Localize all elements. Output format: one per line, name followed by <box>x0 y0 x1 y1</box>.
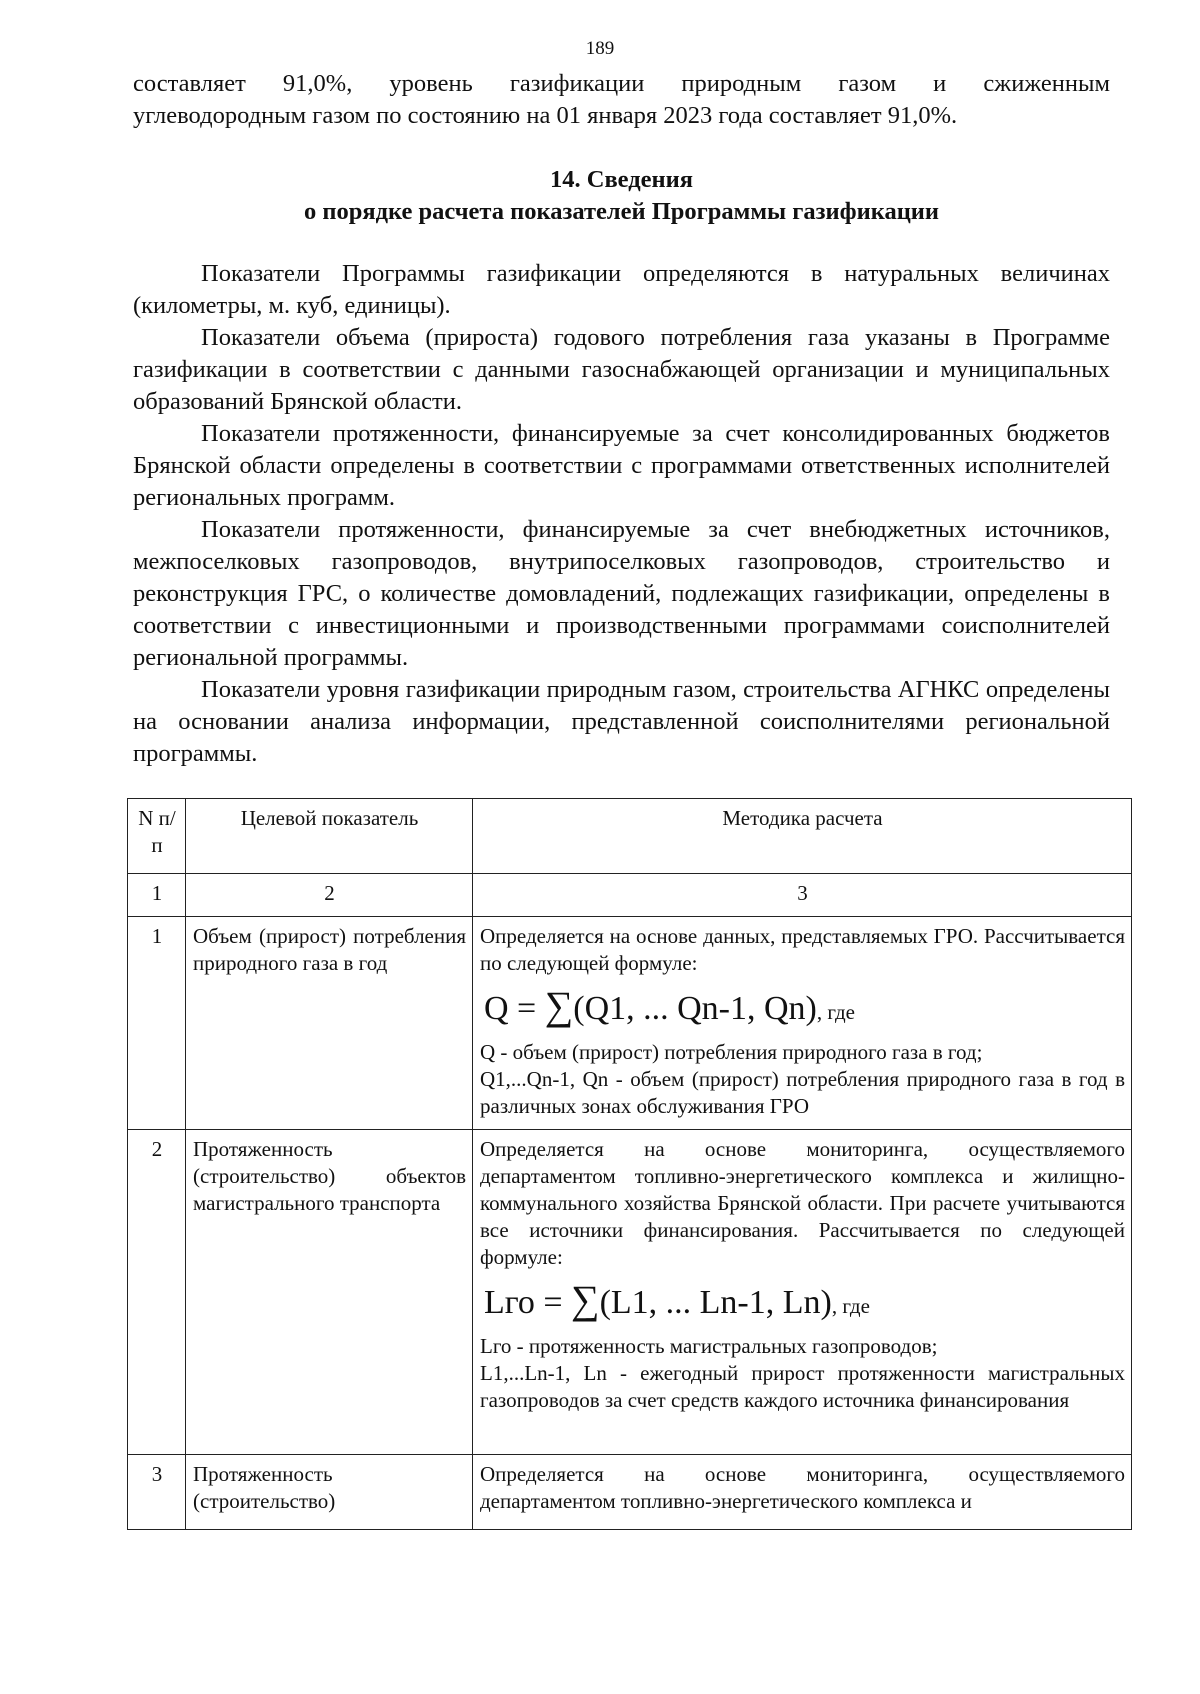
row-number: 3 <box>128 1455 186 1530</box>
section-heading <box>133 164 1110 228</box>
formula-lhs: Q = <box>484 990 545 1027</box>
header-indicator: Целевой показатель <box>186 799 473 874</box>
sum-symbol: ∑ <box>571 1277 600 1322</box>
section-heading-line-1: 14. Сведения <box>550 166 693 193</box>
definition: Q - объем (прирост) потребления природного газа в год; <box>480 1040 983 1064</box>
page-number: 189 <box>585 38 615 59</box>
column-number: 2 <box>186 874 473 917</box>
paragraph: Показатели протяженности, финансируемые за счет консолидированных бюджетов Брянской области определены в соответствии с программами ответственных исполнителей региональных программ. <box>133 420 1110 511</box>
definition: L1,...Ln-1, Ln - ежегодный прирост протяженности магистральных газопроводов за счет средств каждого источника финансирования <box>480 1361 1125 1412</box>
row-indicator: Протяженность (строительство) объектов магистрального транспорта <box>186 1130 473 1455</box>
header-number: N п/п <box>128 799 186 874</box>
intro-line-1: составляет 91,0%, уровень газификации природным газом и сжиженным <box>133 70 1110 97</box>
calculation-method-table <box>127 798 1132 1530</box>
formula-args: (Q1, ... Qn-1, Qn) <box>573 990 817 1027</box>
table-row <box>128 1130 1132 1455</box>
paragraph: Показатели уровня газификации природным газом, строительства АГНКС определены на основании анализа информации, представленной соисполнителями региональной программы. <box>133 676 1110 767</box>
table-row <box>128 917 1132 1130</box>
header-method: Методика расчета <box>473 799 1132 874</box>
paragraph: Показатели Программы газификации определяются в натуральных величинах (километры, м. куб, единицы). <box>133 260 1110 319</box>
row-indicator: Протяженность (строительство) <box>186 1455 473 1530</box>
method-text: Определяется на основе данных, представляемых ГРО. Рассчитывается по следующей формуле: <box>480 924 1125 975</box>
row-method <box>473 1130 1132 1455</box>
table-row <box>128 1455 1132 1530</box>
definition: Q1,...Qn-1, Qn - объем (прирост) потребления природного газа в год в различных зонах обслуживания ГРО <box>480 1067 1125 1118</box>
table-header-row <box>128 799 1132 874</box>
row-method <box>473 917 1132 1130</box>
formula-args: (L1, ... Ln-1, Ln) <box>599 1284 832 1321</box>
definition: Lго - протяженность магистральных газопроводов; <box>480 1334 938 1358</box>
paragraph: Показатели протяженности, финансируемые за счет внебюджетных источников, межпоселковых газопроводов, внутрипоселковых газопроводов, строительство и реконструкция ГРС, о количестве домовладений, подлежащих газификации, определены в соответствии с инвестиционными и производственными программами соисполнителей региональной программы. <box>133 516 1110 671</box>
paragraph: Показатели объема (прироста) годового потребления газа указаны в Программе газификации в соответствии с данными газоснабжающей организации и муниципальных образований Брянской области. <box>133 324 1110 415</box>
intro-line-2: углеводородным газом по состоянию на 01 января 2023 года составляет 91,0%. <box>133 102 958 129</box>
column-number-row <box>128 874 1132 917</box>
row-method: Определяется на основе мониторинга, осуществляемого департаментом топливно-энергетического комплекса и <box>473 1455 1132 1530</box>
formula <box>484 1277 1125 1329</box>
method-text: Определяется на основе мониторинга, осуществляемого департаментом топливно-энергетического комплекса и жилищно-коммунального хозяйства Брянской области. При расчете учитываются все источники финансирования. Рассчитывается по следующей формуле: <box>480 1137 1125 1269</box>
row-number: 1 <box>128 917 186 1130</box>
column-number: 3 <box>473 874 1132 917</box>
formula-where: , где <box>831 1294 870 1318</box>
formula-lhs: Lго = <box>484 1284 572 1321</box>
section-heading-line-2: о порядке расчета показателей Программы газификации <box>303 198 940 225</box>
document-body <box>133 68 1110 770</box>
row-indicator: Объем (прирост) потребления природного газа в год <box>186 917 473 1130</box>
row-number: 2 <box>128 1130 186 1455</box>
sum-symbol: ∑ <box>544 983 574 1028</box>
formula-where: , где <box>816 1000 855 1024</box>
column-number: 1 <box>128 874 186 917</box>
formula <box>484 983 1125 1035</box>
